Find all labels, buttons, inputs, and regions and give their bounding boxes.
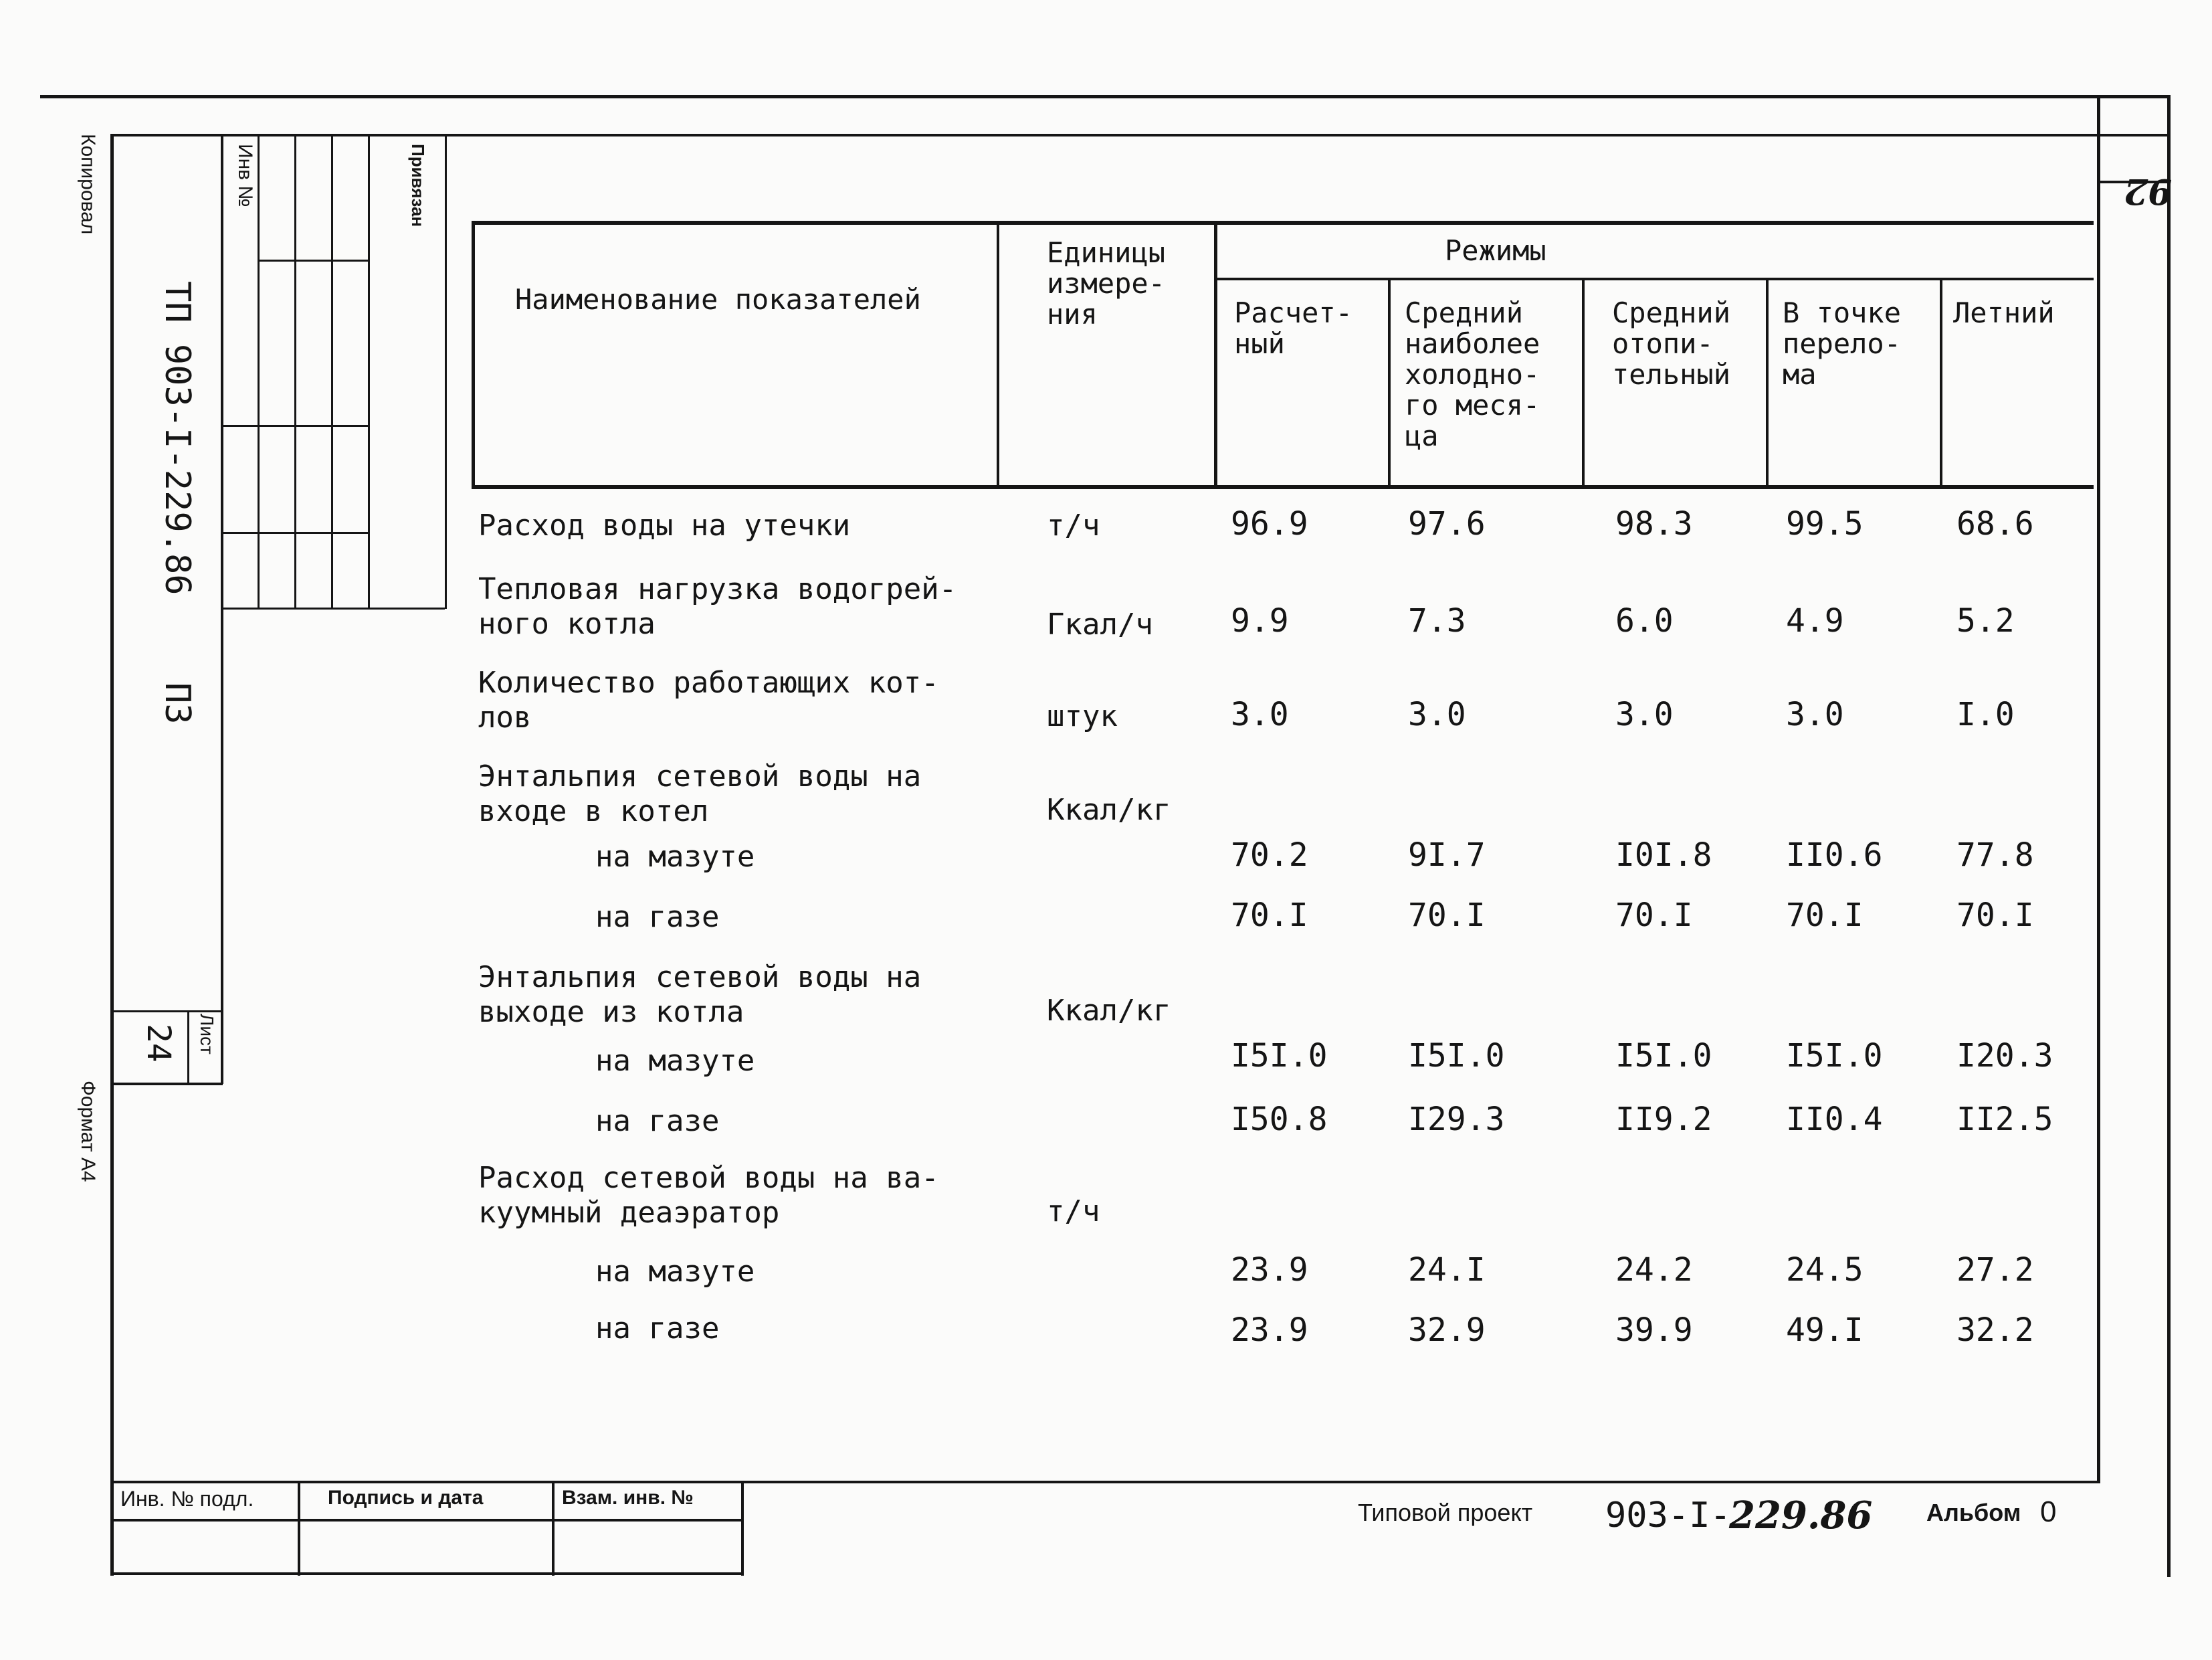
row-label: на газе — [595, 900, 720, 934]
footer-col-3 — [741, 1482, 744, 1576]
row-value-mode-2: 70.I — [1408, 897, 1486, 934]
table-left-edge — [472, 221, 475, 488]
sheet-box-top — [110, 1010, 223, 1012]
strip-row-3 — [221, 532, 368, 534]
col-divider-m5 — [1940, 278, 1942, 488]
row-label: на мазуте — [595, 1255, 755, 1289]
footer-vzam: Взам. инв. № — [562, 1487, 694, 1509]
row-value-mode-3: 6.0 — [1615, 602, 1674, 640]
row-unit: т/ч — [1047, 1194, 1100, 1228]
strip-col-3 — [331, 134, 333, 609]
row-value-mode-4: 4.9 — [1786, 602, 1844, 640]
col-divider-units — [997, 221, 999, 488]
row-value-mode-1: I50.8 — [1231, 1101, 1328, 1138]
footer-code-hand: 229.86 — [1729, 1493, 1873, 1538]
strip-right-edge — [445, 134, 447, 609]
inv-label: Инв № — [234, 144, 256, 207]
strip-row-2 — [221, 425, 368, 427]
corner-page-number: 92 — [2124, 171, 2173, 211]
footer-row-line-1 — [110, 1519, 742, 1521]
row-label: Расход воды на утечки — [478, 509, 851, 543]
row-value-mode-1: 70.2 — [1231, 836, 1308, 874]
row-value-mode-1: 70.I — [1231, 897, 1308, 934]
row-value-mode-2: 7.3 — [1408, 602, 1466, 640]
row-value-mode-5: 77.8 — [1956, 836, 2034, 874]
row-value-mode-4: II0.6 — [1786, 836, 1883, 874]
row-value-mode-1: 96.9 — [1231, 505, 1308, 543]
row-unit: Гкал/ч — [1047, 608, 1153, 642]
table-header-bottom — [472, 485, 2094, 489]
col-divider-modes — [1214, 221, 1217, 488]
col-divider-m4 — [1766, 278, 1769, 488]
row-label: Количество работающих кот- лов — [478, 666, 939, 735]
row-value-mode-5: 32.2 — [1956, 1311, 2034, 1349]
row-value-mode-2: 32.9 — [1408, 1311, 1486, 1349]
top-rule — [40, 95, 2167, 98]
footer-row-line-2 — [110, 1572, 742, 1575]
header-name: Наименование показателей — [515, 283, 921, 316]
strip-row-4 — [221, 608, 445, 610]
row-label: Энтальпия сетевой воды на выходе из котла — [478, 960, 922, 1029]
row-value-mode-3: I5I.0 — [1615, 1037, 1712, 1075]
row-value-mode-3: II9.2 — [1615, 1101, 1712, 1138]
row-value-mode-2: I29.3 — [1408, 1101, 1505, 1138]
row-value-mode-5: II2.5 — [1956, 1101, 2053, 1138]
strip-col-2 — [294, 134, 296, 609]
row-value-mode-3: 39.9 — [1615, 1311, 1693, 1349]
sheet-number: 24 — [140, 1024, 177, 1063]
footer-code-printed: 903-I- — [1605, 1495, 1731, 1536]
outer-right — [2167, 95, 2171, 1577]
row-unit: т/ч — [1047, 509, 1100, 543]
row-label: Расход сетевой воды на ва- куумный деаэратор — [478, 1161, 939, 1230]
strip-col-1 — [258, 134, 260, 609]
row-unit: Ккал/кг — [1047, 793, 1171, 827]
frame-top — [110, 134, 2171, 136]
row-label: Тепловая нагрузка водогрей- ного котла — [478, 572, 957, 641]
row-label: на мазуте — [595, 1044, 755, 1078]
header-mode-4: В точке перело- ма — [1783, 296, 1902, 391]
strip-row-1 — [258, 260, 368, 262]
row-value-mode-2: I5I.0 — [1408, 1037, 1505, 1075]
row-label: на газе — [595, 1104, 720, 1138]
row-value-mode-1: 23.9 — [1231, 1251, 1308, 1289]
margin-format: Формат А4 — [77, 1081, 99, 1182]
footer-album-label: Альбом — [1926, 1499, 2021, 1526]
row-value-mode-2: 9I.7 — [1408, 836, 1486, 874]
section-label: П3 — [157, 682, 197, 725]
row-value-mode-5: I.0 — [1956, 696, 2015, 733]
header-modes: Режимы — [1445, 234, 1546, 267]
col-divider-m3 — [1582, 278, 1585, 488]
row-value-mode-2: 24.I — [1408, 1251, 1486, 1289]
header-mode-1: Расчет- ный — [1234, 296, 1353, 360]
header-mode-2: Средний наиболее холодно- го меся- ца — [1405, 296, 1540, 452]
row-value-mode-4: 3.0 — [1786, 696, 1844, 733]
footer-col-2 — [552, 1482, 555, 1576]
row-value-mode-5: 5.2 — [1956, 602, 2015, 640]
header-units: Единицы измере- ния — [1047, 236, 1166, 331]
row-value-mode-4: 49.I — [1786, 1311, 1864, 1349]
row-label: на газе — [595, 1311, 720, 1346]
header-mode-3: Средний отопи- тельный — [1612, 296, 1731, 391]
row-value-mode-2: 3.0 — [1408, 696, 1466, 733]
row-label: на мазуте — [595, 840, 755, 874]
margin-kopiroval: Копировал — [77, 134, 99, 235]
row-value-mode-5: 70.I — [1956, 897, 2034, 934]
col-divider-m2 — [1388, 278, 1391, 488]
row-value-mode-1: 9.9 — [1231, 602, 1289, 640]
header-mode-5: Летний — [1953, 296, 2055, 329]
row-unit: Ккал/кг — [1047, 994, 1171, 1028]
sheet-box-bottom — [110, 1083, 223, 1085]
row-value-mode-1: I5I.0 — [1231, 1037, 1328, 1075]
row-value-mode-3: 24.2 — [1615, 1251, 1693, 1289]
row-value-mode-3: 70.I — [1615, 897, 1693, 934]
row-value-mode-1: 23.9 — [1231, 1311, 1308, 1349]
row-value-mode-5: I20.3 — [1956, 1037, 2053, 1075]
row-value-mode-5: 68.6 — [1956, 505, 2034, 543]
footer-album-no: 0 — [2040, 1495, 2057, 1528]
footer-tip-proekt: Типовой проект — [1358, 1499, 1533, 1526]
row-value-mode-3: 98.3 — [1615, 505, 1693, 543]
footer-col-1 — [298, 1482, 300, 1576]
sheet-label: Лист — [197, 1014, 217, 1054]
modes-divider — [1214, 278, 2094, 280]
privyazan-label: Привязан — [408, 144, 428, 227]
sheet-box-divider — [187, 1010, 189, 1084]
row-value-mode-5: 27.2 — [1956, 1251, 2034, 1289]
row-unit: штук — [1047, 699, 1118, 733]
row-label: Энтальпия сетевой воды на входе в котел — [478, 759, 922, 828]
row-value-mode-4: 24.5 — [1786, 1251, 1864, 1289]
row-value-mode-4: 99.5 — [1786, 505, 1864, 543]
footer-inv-podl: Инв. № подл. — [120, 1487, 254, 1511]
frame-left — [110, 134, 114, 1576]
strip-col-4 — [368, 134, 370, 609]
row-value-mode-4: I5I.0 — [1786, 1037, 1883, 1075]
doc-code-vertical: ТП 903-I-229.86 — [157, 281, 197, 595]
row-value-mode-2: 97.6 — [1408, 505, 1486, 543]
frame-right — [2097, 95, 2100, 1483]
row-value-mode-4: 70.I — [1786, 897, 1864, 934]
row-value-mode-3: 3.0 — [1615, 696, 1674, 733]
row-value-mode-3: I0I.8 — [1615, 836, 1712, 874]
frame-bottom — [110, 1481, 2100, 1483]
row-value-mode-1: 3.0 — [1231, 696, 1289, 733]
table-top-rule — [472, 221, 2094, 225]
row-value-mode-4: II0.4 — [1786, 1101, 1883, 1138]
footer-podpis: Подпись и дата — [328, 1487, 484, 1509]
